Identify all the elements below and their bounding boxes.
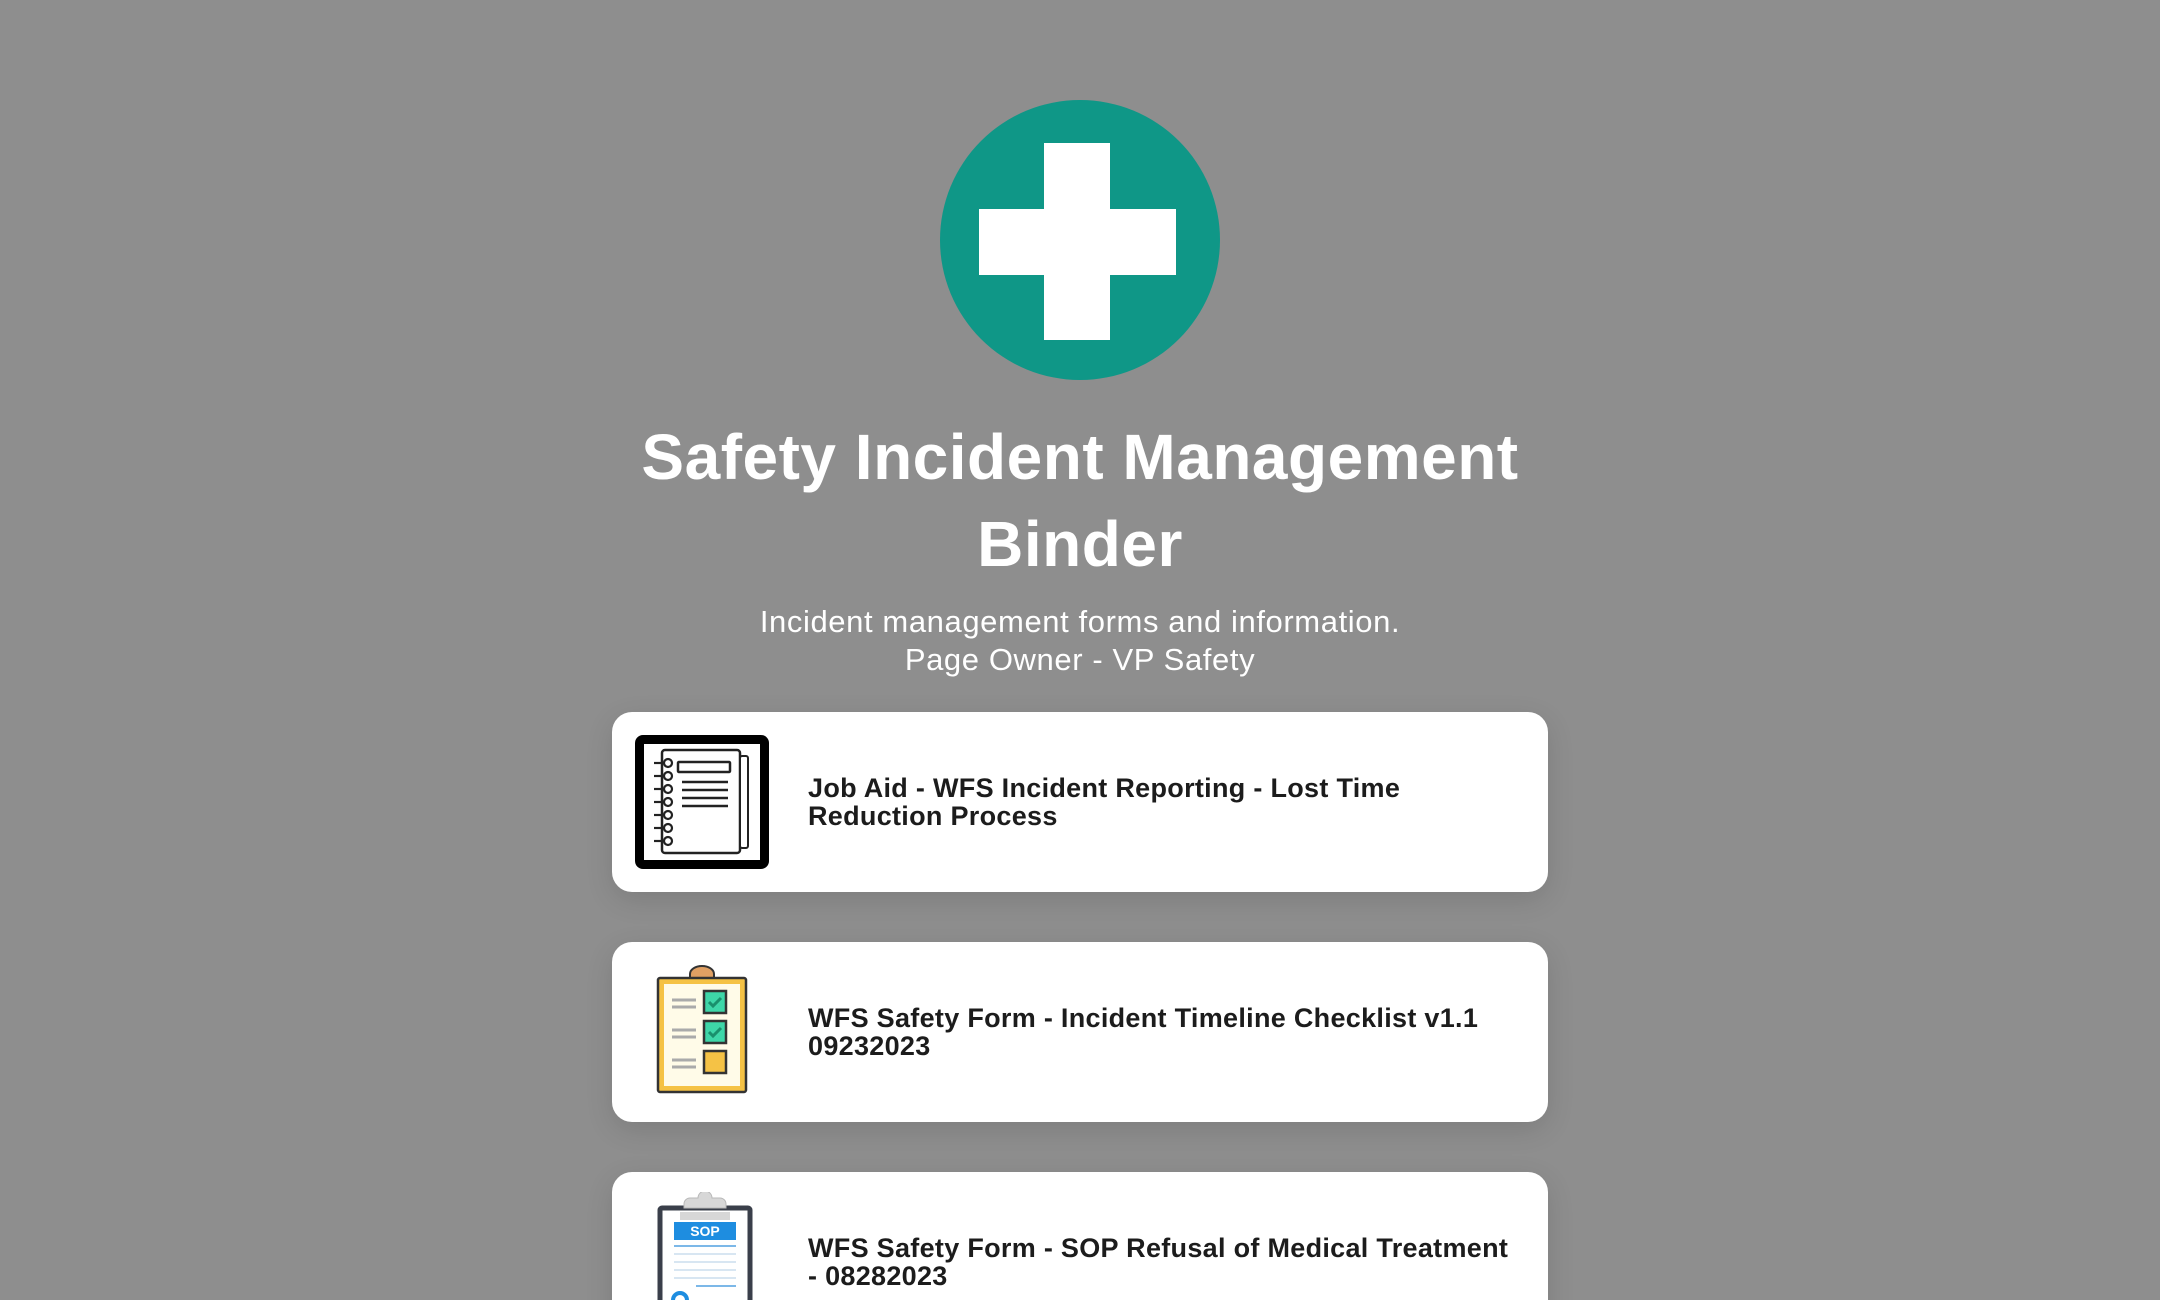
svg-text:SOP: SOP xyxy=(690,1223,720,1239)
link-card-title xyxy=(808,1172,1518,1300)
checklist-clipboard-icon xyxy=(632,962,772,1102)
first-aid-cross-icon xyxy=(940,100,1220,380)
link-card-title xyxy=(808,712,1518,892)
page-title: Safety Incident Management Binder xyxy=(641,421,1519,580)
link-card-text: WFS Safety Form - Incident Timeline Checklist v1.1 09232023 xyxy=(808,1003,1479,1061)
notebook-icon xyxy=(632,732,772,872)
link-card-title xyxy=(808,942,1518,1122)
sop-clipboard-icon xyxy=(632,1192,772,1300)
link-card-job-aid[interactable] xyxy=(612,712,1548,892)
link-card-sop-refusal-medical-treatment[interactable] xyxy=(612,1172,1548,1300)
cross-horizontal-bar xyxy=(979,209,1176,275)
page-owner-line: Page Owner - VP Safety xyxy=(904,642,1256,677)
description-line: Incident management forms and information. xyxy=(759,604,1401,639)
page-description xyxy=(580,603,1580,679)
link-card-text: WFS Safety Form - SOP Refusal of Medical Treatment - 08282023 xyxy=(808,1233,1509,1291)
link-card-text: Job Aid - WFS Incident Reporting - Lost Time Reduction Process xyxy=(808,773,1401,831)
link-card-incident-timeline-checklist[interactable] xyxy=(612,942,1548,1122)
